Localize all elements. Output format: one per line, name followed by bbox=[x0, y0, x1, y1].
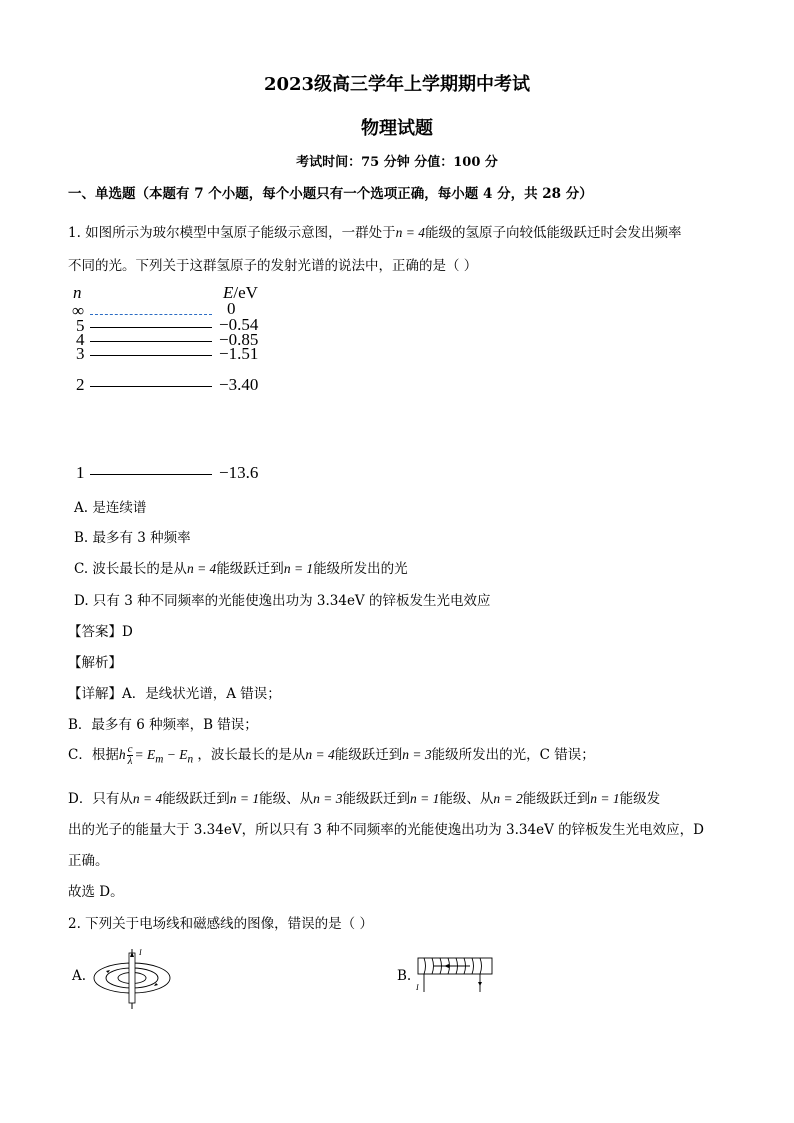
q1-option-a: A. 是连续谱 bbox=[74, 500, 147, 516]
q2-a-current-label: I bbox=[139, 948, 142, 957]
detail4-e: 能级、从 bbox=[439, 791, 494, 807]
detail4-f: 能级跃迁到 bbox=[522, 791, 591, 807]
level-n-5: 5 bbox=[76, 316, 85, 335]
q1-answer: 【答案】D bbox=[68, 624, 133, 640]
q2-option-a-label: A. bbox=[72, 968, 87, 984]
q1-analysis-tag: 【解析】 bbox=[68, 655, 122, 671]
q1-option-b: B. 最多有 3 种频率 bbox=[74, 530, 191, 546]
q1-stem-var: n = 4 bbox=[395, 225, 426, 240]
detail3-text-d: 能级所发出的光，C 错误； bbox=[431, 747, 595, 763]
q1-detail-line3 bbox=[68, 743, 595, 772]
q1-stem-text-a: 1. 如图所示为玻尔模型中氢原子能级示意图，一群处于 bbox=[68, 225, 396, 241]
q1-option-c-var2: n = 1 bbox=[283, 561, 314, 576]
level-n-3: 3 bbox=[76, 344, 85, 363]
q1-stem-text-b: 能级的氢原子向较低能级跃迁时会发出频率 bbox=[425, 225, 682, 241]
detail3-text-b: ，波长最长的是从 bbox=[193, 747, 306, 763]
detail4-v3: n = 3 bbox=[313, 791, 343, 806]
q2-b-current-label: I bbox=[416, 983, 419, 992]
q1-option-c-var1: n = 4 bbox=[186, 561, 217, 576]
level-line-inf bbox=[90, 314, 212, 315]
detail3-denominator: λ bbox=[127, 755, 133, 767]
detail4-v5: n = 2 bbox=[493, 791, 523, 806]
n-axis-label: n bbox=[73, 283, 82, 302]
detail4-v2: n = 1 bbox=[229, 791, 260, 806]
level-e-2: −3.40 bbox=[219, 375, 259, 394]
q1-option-c-text-a: C. 波长最长的是从 bbox=[74, 561, 187, 577]
q1-detail-line2: B．最多有 6 种频率，B 错误； bbox=[68, 717, 258, 733]
q1-stem-line1 bbox=[68, 221, 682, 241]
detail3-eq: = E bbox=[134, 747, 156, 762]
detail4-v6: n = 1 bbox=[590, 791, 620, 806]
detail3-fraction bbox=[127, 744, 134, 767]
detail4-v4: n = 1 bbox=[409, 791, 440, 806]
q1-detail-line1: 【详解】A．是线状光谱，A 错误； bbox=[68, 686, 281, 702]
detail3-numerator: c bbox=[127, 743, 133, 755]
detail4-v1: n = 4 bbox=[132, 791, 163, 806]
level-n-2: 2 bbox=[76, 375, 85, 394]
q1-option-c bbox=[74, 557, 408, 577]
detail4-d: 能级跃迁到 bbox=[342, 791, 410, 807]
q2-option-a-figure bbox=[92, 945, 174, 1011]
energy-axis-label: E/eV bbox=[223, 283, 258, 302]
q2-option-b-label: B. bbox=[397, 968, 412, 984]
q2-stem: 2. 下列关于电场线和磁感线的图像，错误的是（ ） bbox=[68, 916, 373, 932]
detail3-text-a: C．根据 bbox=[68, 747, 119, 763]
level-e-3: −1.51 bbox=[219, 344, 259, 363]
level-line-2 bbox=[90, 386, 212, 387]
detail4-b: 能级跃迁到 bbox=[162, 791, 230, 807]
q1-detail-line5: 出的光子的能量大于 3.34eV，所以只有 3 种不同频率的光能使逸出功为 3.34eV 的锌板发生光电效应，D bbox=[68, 822, 704, 838]
detail3-text-c: 能级跃迁到 bbox=[334, 747, 403, 763]
level-line-5 bbox=[90, 327, 212, 328]
level-line-3 bbox=[90, 355, 212, 356]
exam-title: 2023级高三学年上学期期中考试 bbox=[263, 74, 531, 95]
level-line-4 bbox=[90, 341, 212, 342]
exam-info: 考试时间：75 分钟 分值：100 分 bbox=[296, 155, 498, 170]
q1-option-d: D. 只有 3 种不同频率的光能使逸出功为 3.34eV 的锌板发生光电效应 bbox=[74, 593, 491, 609]
level-e-1: −13.6 bbox=[219, 463, 259, 482]
subject-title: 物理试题 bbox=[361, 118, 433, 139]
level-e-4: −0.85 bbox=[219, 330, 259, 349]
level-n-inf: ∞ bbox=[72, 301, 85, 320]
detail3-var2: n = 3 bbox=[402, 747, 432, 762]
q1-stem-line2: 不同的光。下列关于这群氢原子的发射光谱的说法中，正确的是（ ） bbox=[68, 258, 478, 274]
detail3-h: h bbox=[118, 747, 126, 762]
level-e-5: −0.54 bbox=[219, 315, 259, 334]
detail3-minus: − E bbox=[163, 747, 188, 762]
q1-detail-line6: 正确。 bbox=[68, 853, 109, 869]
q1-option-c-text-b: 能级跃迁到 bbox=[216, 561, 284, 577]
level-n-1: 1 bbox=[76, 463, 85, 482]
detail4-c: 能级、从 bbox=[259, 791, 314, 807]
detail3-sub-m: m bbox=[155, 753, 164, 766]
level-e-inf: 0 bbox=[227, 299, 236, 318]
q1-option-c-text-c: 能级所发出的光 bbox=[313, 561, 408, 577]
q1-detail-line4 bbox=[68, 787, 660, 807]
level-n-4: 4 bbox=[76, 330, 85, 349]
q2-option-b-figure bbox=[414, 952, 498, 996]
q1-conclusion: 故选 D。 bbox=[68, 884, 124, 900]
detail4-g: 能级发 bbox=[619, 791, 661, 807]
section-heading: 一、单选题（本题有 7 个小题，每个小题只有一个选项正确，每小题 4 分，共 28 分） bbox=[68, 186, 593, 202]
detail3-var1: n = 4 bbox=[305, 747, 335, 762]
level-line-1 bbox=[90, 474, 212, 475]
detail4-a: D．只有从 bbox=[68, 791, 133, 807]
detail3-sub-n: n bbox=[187, 753, 194, 766]
